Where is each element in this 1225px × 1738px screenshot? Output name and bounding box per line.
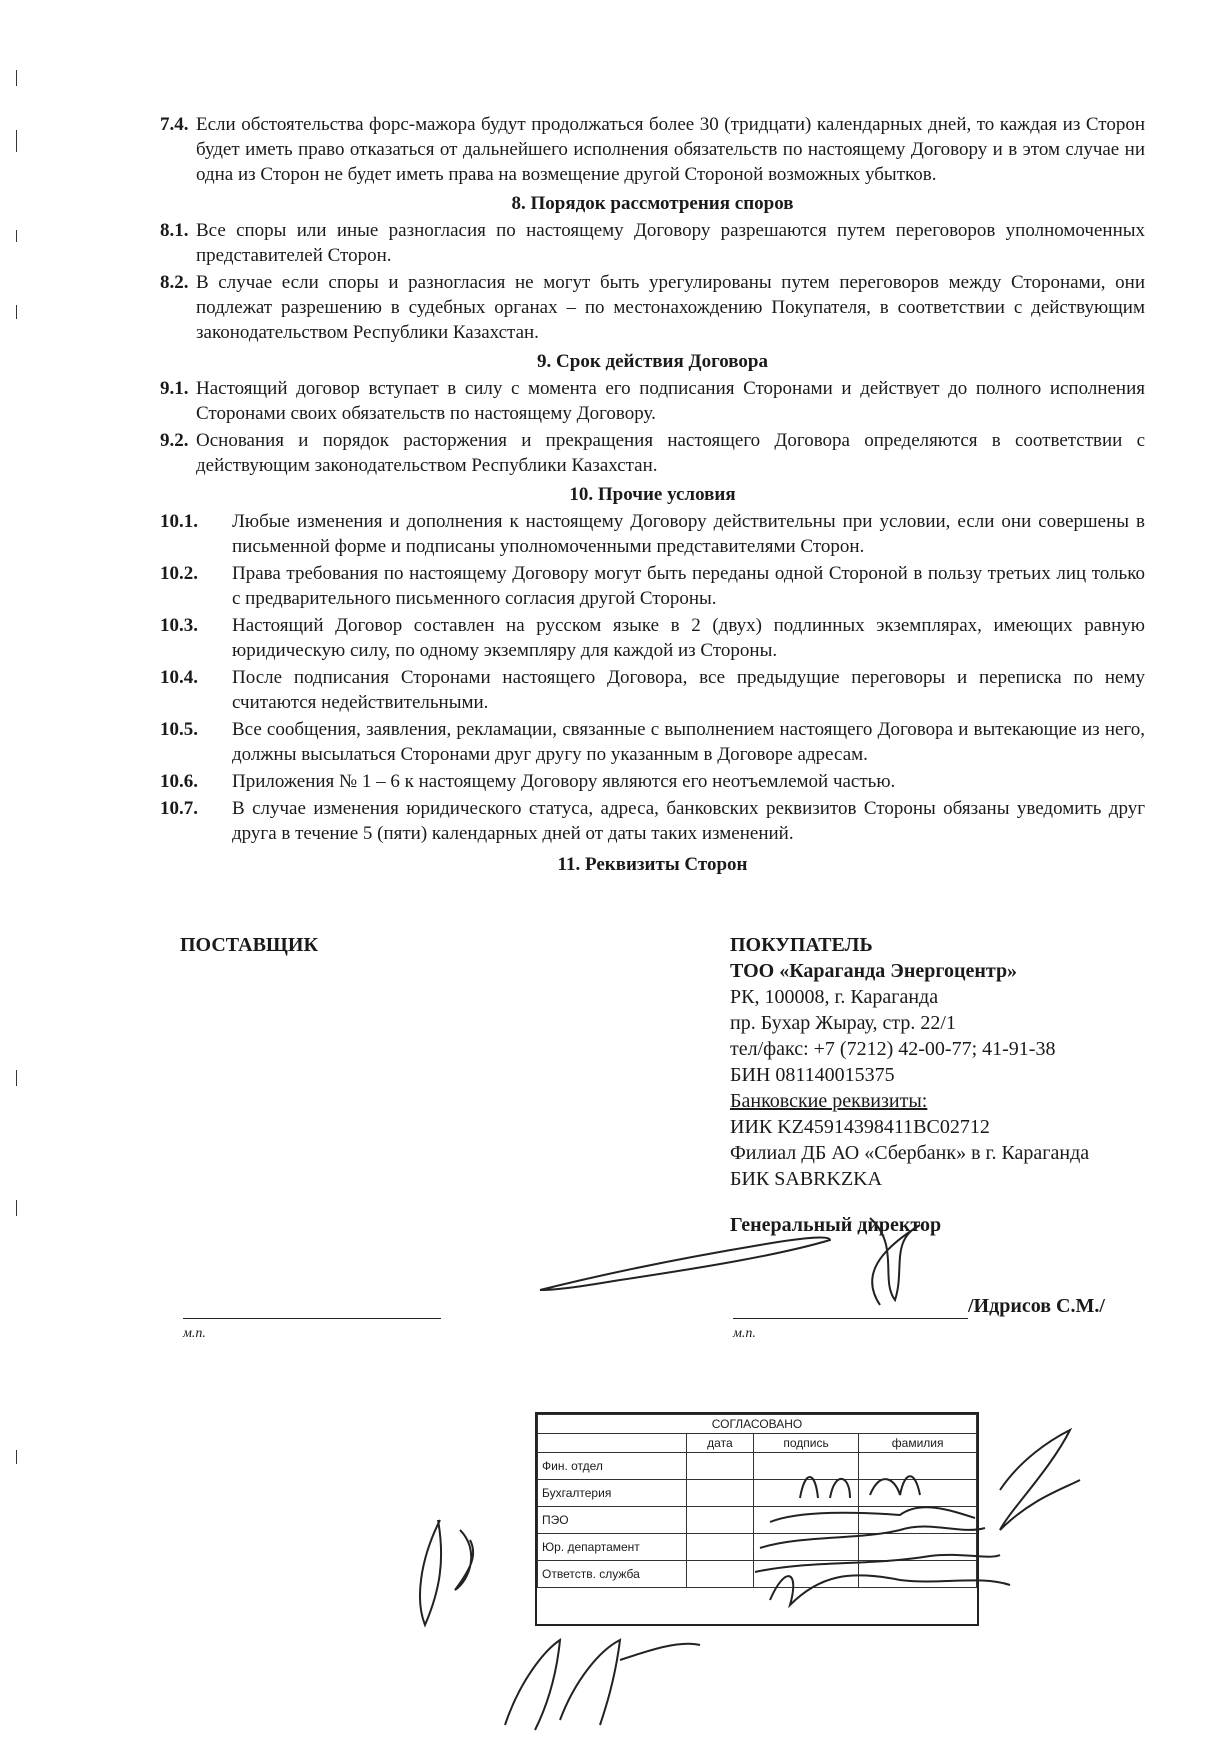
clause-9-1: [160, 376, 1145, 426]
clause-text: Все споры или иные разногласия по настоящему Договору разрешаются путем переговоров уполномоченных представителей Сторон.: [196, 220, 1145, 266]
buyer-phone: тел/факс: +7 (7212) 42-00-77; 41-91-38: [730, 1038, 1056, 1060]
supplier-signature-line: [183, 1318, 441, 1319]
clause-text: Приложения № 1 – 6 к настоящему Договору являются его неотъемлемой частью.: [232, 771, 896, 792]
approval-row: [538, 1561, 977, 1588]
bank-details-header: Банковские реквизиты:: [730, 1090, 928, 1112]
clause-10-4: [160, 665, 1145, 715]
buyer-stamp-mark: м.п.: [733, 1326, 756, 1341]
clause-number: 7.4.: [160, 114, 189, 135]
clause-number: 10.3.: [160, 615, 198, 636]
scan-mark: [16, 70, 17, 86]
clause-number: 8.2.: [160, 272, 189, 293]
clause-text: Если обстоятельства форс-мажора будут продолжаться более 30 (тридцати) календарных дней, то каждая из Сторон будет иметь право отказаться от дальнейшего исполнения обязательств по настоящему Договору и в этом случае ни одна из Сторон не будет иметь права на возмещение другой Стороной возможных убытков.: [196, 114, 1145, 185]
approval-row-label: Ответств. служба: [538, 1561, 687, 1588]
clause-number: 10.1.: [160, 511, 198, 532]
clause-number: 10.4.: [160, 667, 198, 688]
buyer-iik: ИИК KZ45914398411BC02712: [730, 1116, 990, 1138]
buyer-bik: БИК SABRKZKA: [730, 1168, 883, 1190]
clause-8-2: [160, 270, 1145, 345]
clause-text: Права требования по настоящему Договору могут быть переданы одной Стороной в пользу третьих лиц только с предварительного письменного согласия другой Стороны.: [232, 563, 1145, 609]
clause-number: 8.1.: [160, 220, 189, 241]
approval-row-label: Юр. департамент: [538, 1534, 687, 1561]
buyer-signer-name: /Идрисов С.М./: [968, 1295, 1105, 1317]
section-11-title: 11. Реквизиты Сторон: [557, 854, 748, 875]
approval-row-label: Фин. отдел: [538, 1453, 687, 1480]
buyer-details: [730, 932, 1150, 1238]
approval-title: СОГЛАСОВАНО: [538, 1415, 977, 1434]
approval-row-label: Бухгалтерия: [538, 1480, 687, 1507]
clause-number: 9.2.: [160, 430, 189, 451]
supplier-stamp-mark: м.п.: [183, 1326, 206, 1341]
clause-number: 9.1.: [160, 378, 189, 399]
clause-text: Все сообщения, заявления, рекламации, связанные с выполнением настоящего Договора и вытекающие из него, должны высылаться Сторонами друг другу по указанным в Договоре адресам.: [232, 719, 1145, 765]
clause-text: В случае изменения юридического статуса, адреса, банковских реквизитов Стороны обязаны уведомить друг друга в течение 5 (пяти) календарных дней от даты таких изменений.: [232, 798, 1145, 844]
clause-10-7: [160, 796, 1145, 846]
left-initials: [420, 1520, 473, 1625]
contract-text: [160, 112, 1145, 879]
clause-10-5: [160, 717, 1145, 767]
section-9-title: 9. Срок действия Договора: [537, 351, 768, 372]
approval-table: [537, 1414, 977, 1588]
clause-7-4: [160, 112, 1145, 187]
buyer-signature-line: [733, 1318, 968, 1319]
clause-10-3: [160, 613, 1145, 663]
clause-number: 10.6.: [160, 771, 198, 792]
approval-col-header: фамилия: [859, 1434, 977, 1453]
clause-8-1: [160, 218, 1145, 268]
section-10-title: 10. Прочие условия: [569, 484, 736, 505]
clause-number: 10.5.: [160, 719, 198, 740]
clause-text: Настоящий договор вступает в силу с момента его подписания Сторонами и действует до полного исполнения Сторонами своих обязательств по настоящему Договору.: [196, 378, 1145, 424]
signer-position: Генеральный директор: [730, 1214, 942, 1236]
director-signature: [540, 1238, 830, 1290]
clause-text: В случае если споры и разногласия не могут быть урегулированы путем переговоров между Сторонами, они подлежат разрешению в судебных органах – по местонахождению Покупателя, в соответствии с действующим законодательством Республики Казахстан.: [196, 272, 1145, 343]
scan-mark: [16, 305, 17, 319]
approval-col-header: [538, 1434, 687, 1453]
clause-text: Настоящий Договор составлен на русском языке в 2 (двух) подлинных экземплярах, имеющих равную юридическую силу, по одному экземпляру для каждой из Стороны.: [232, 615, 1145, 661]
clause-9-2: [160, 428, 1145, 478]
clause-text: Основания и порядок расторжения и прекращения настоящего Договора определяются в соответствии с действующим законодательством Республики Казахстан.: [196, 430, 1145, 476]
approval-row: [538, 1507, 977, 1534]
scan-mark: [16, 1200, 17, 1216]
approval-col-header: подпись: [753, 1434, 858, 1453]
bottom-signature: [505, 1640, 700, 1730]
approval-row: [538, 1453, 977, 1480]
clause-number: 10.7.: [160, 798, 198, 819]
scan-mark: [16, 230, 17, 242]
supplier-title: ПОСТАВЩИК: [180, 934, 318, 956]
scan-mark: [16, 1070, 17, 1086]
approval-row-label: ПЭО: [538, 1507, 687, 1534]
clause-10-1: [160, 509, 1145, 559]
approval-row: [538, 1480, 977, 1507]
buyer-title: ПОКУПАТЕЛЬ: [730, 934, 873, 956]
approval-row: [538, 1534, 977, 1561]
buyer-address-line: пр. Бухар Жырау, стр. 22/1: [730, 1012, 956, 1034]
section-8-title: 8. Порядок рассмотрения споров: [511, 193, 794, 214]
clause-10-2: [160, 561, 1145, 611]
clause-text: Любые изменения и дополнения к настоящему Договору действительны при условии, если они совершены в письменной форме и подписаны уполномоченными представителями Сторон.: [232, 511, 1145, 557]
approval-stamp: [535, 1412, 979, 1626]
buyer-company: ТОО «Караганда Энергоцентр»: [730, 960, 1018, 982]
clause-number: 10.2.: [160, 563, 198, 584]
buyer-address-line: РК, 100008, г. Караганда: [730, 986, 939, 1008]
buyer-bin: БИН 081140015375: [730, 1064, 895, 1086]
approval-col-header: дата: [687, 1434, 754, 1453]
clause-10-6: [160, 769, 1145, 794]
scan-mark: [16, 1450, 17, 1464]
approval-signature: [1000, 1430, 1080, 1530]
buyer-bank: Филиал ДБ АО «Сбербанк» в г. Караганда: [730, 1142, 1090, 1164]
clause-text: После подписания Сторонами настоящего Договора, все предыдущие переговоры и переписка по нему считаются недействительными.: [232, 667, 1145, 713]
scan-mark: [16, 130, 17, 152]
